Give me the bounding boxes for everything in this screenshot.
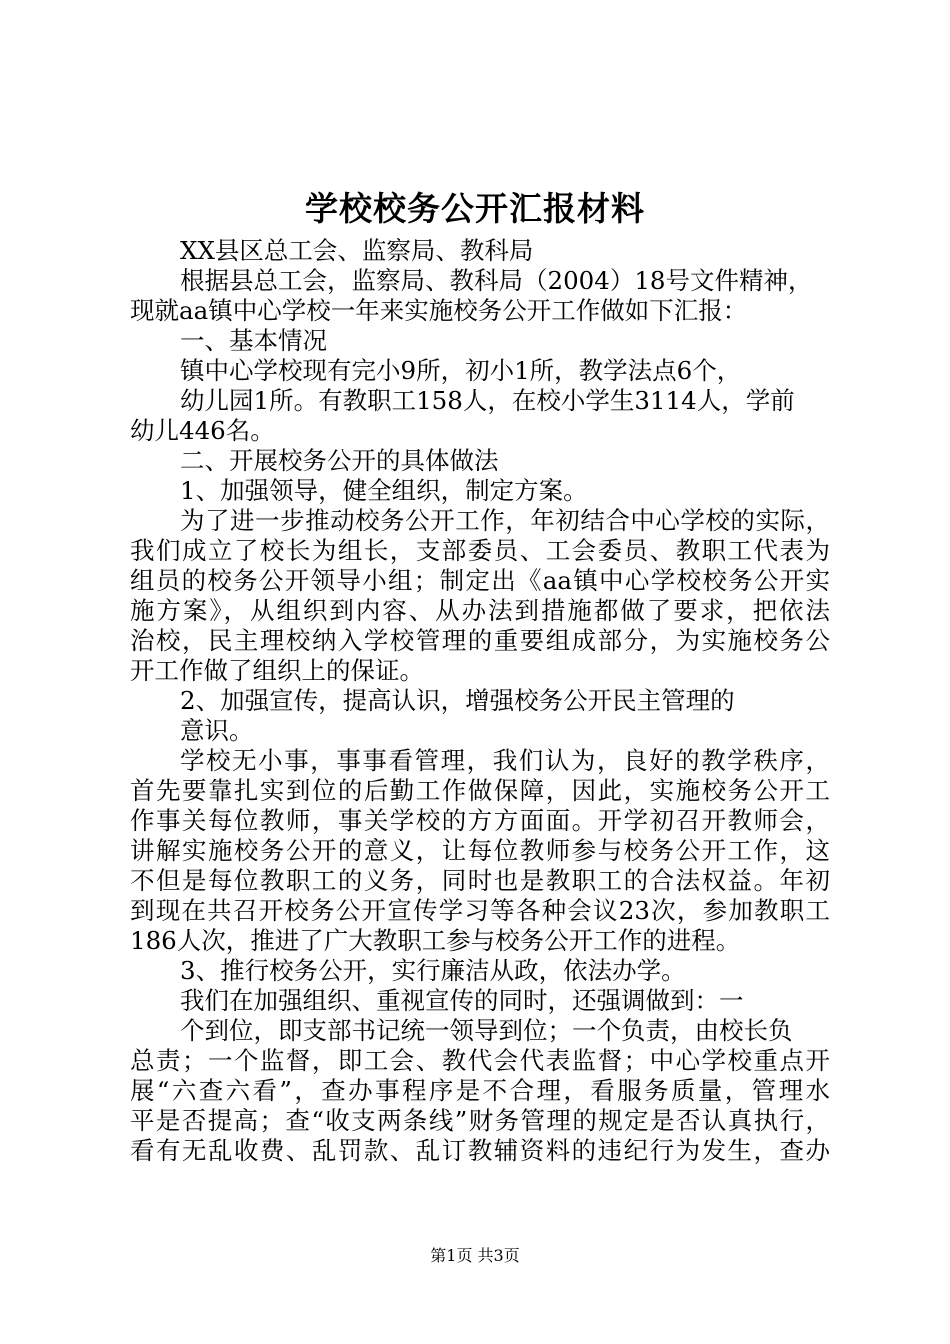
body-line: 开工作做了组织上的保证。: [130, 656, 424, 685]
body-line: 1、加强领导，健全组织，制定方案。: [180, 476, 588, 505]
body-line: 为了进一步推动校务公开工作，年初结合中心学校的实际，: [180, 506, 830, 535]
page-footer: 第1页 共3页: [430, 1246, 520, 1265]
body-line: 个到位，即支部书记统一领导到位；一个负责，由校长负: [180, 1016, 793, 1045]
body-line: 平是否提高；查“收支两条线”财务管理的规定是否认真执行，: [130, 1106, 830, 1135]
body-line: 治校，民主理校纳入学校管理的重要组成部分，为实施校务公: [130, 626, 830, 655]
body-line: 讲解实施校务公开的意义，让每位教师参与校务公开工作，这: [130, 836, 830, 865]
body-line: 2、加强宣传，提高认识，增强校务公开民主管理的: [180, 686, 735, 715]
body-line: 意识。: [180, 716, 254, 745]
body-line: 186人次，推进了广大教职工参与校务公开工作的进程。: [130, 926, 741, 955]
body-line: 我们在加强组织、重视宣传的同时，还强调做到：一: [180, 986, 744, 1015]
body-line: 二、开展校务公开的具体做法: [180, 446, 499, 475]
body-line: 3、推行校务公开，实行廉洁从政，依法办学。: [180, 956, 686, 985]
body-line: XX县区总工会、监察局、教科局: [180, 236, 534, 265]
body-line: 看有无乱收费、乱罚款、乱订教辅资料的违纪行为发生，查办: [130, 1136, 830, 1165]
body-line: 展“六查六看”，查办事程序是不合理，看服务质量，管理水: [130, 1076, 830, 1105]
body-line: 总责；一个监督，即工会、教代会代表监督；中心学校重点开: [130, 1046, 830, 1075]
body-line: 幼儿园1所。有教职工158人，在校小学生3114人，学前: [180, 386, 795, 415]
body-line: 到现在共召开校务公开宣传学习等各种会议23次，参加教职工: [130, 896, 830, 925]
body-line: 现就aa镇中心学校一年来实施校务公开工作做如下汇报：: [130, 296, 748, 325]
body-line: 镇中心学校现有完小9所，初小1所，教学法点6个，: [180, 356, 742, 385]
document-title: 学校校务公开汇报材料: [305, 189, 645, 228]
body-line: 根据县总工会，监察局、教科局（2004）18号文件精神，: [180, 266, 813, 295]
body-line: 施方案》，从组织到内容、从办法到措施都做了要求，把依法: [130, 596, 830, 625]
body-line: 作事关每位教师，事关学校的方方面面。开学初召开教师会，: [130, 806, 830, 835]
body-line: 首先要靠扎实到位的后勤工作做保障，因此，实施校务公开工: [130, 776, 830, 805]
body-line: 幼儿446名。: [130, 416, 275, 445]
body-line: 不但是每位教职工的义务，同时也是教职工的合法权益。年初: [130, 866, 830, 895]
body-line: 学校无小事，事事看管理，我们认为，良好的教学秩序，: [180, 746, 830, 775]
body-line: 我们成立了校长为组长，支部委员、工会委员、教职工代表为: [130, 536, 830, 565]
body-line: 组员的校务公开领导小组；制定出《aa镇中心学校校务公开实: [130, 566, 830, 595]
body-line: 一、基本情况: [180, 326, 327, 355]
